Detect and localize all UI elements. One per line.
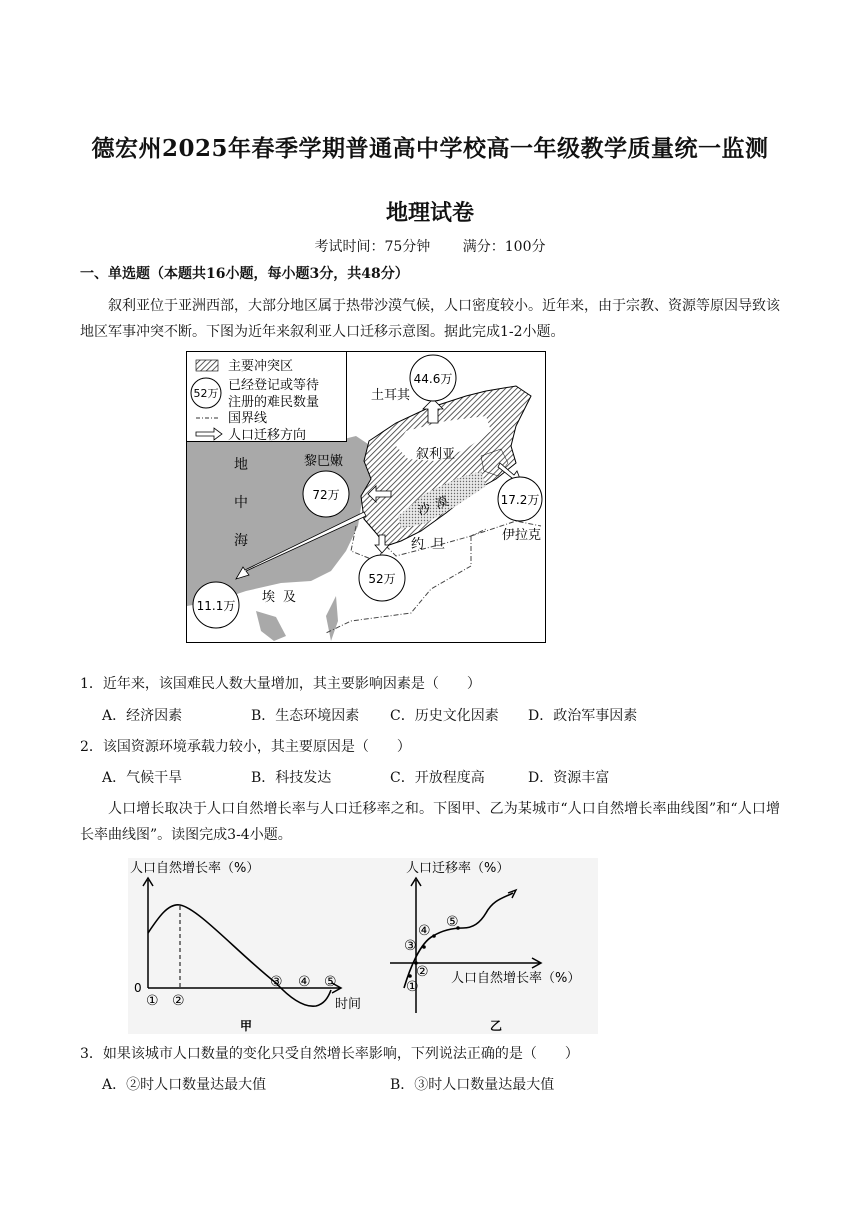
q1-option-b[interactable]: B．生态环境因素	[251, 708, 360, 724]
label-desert: 沙漠	[415, 491, 457, 520]
label-turkey: 土耳其	[371, 388, 411, 403]
label-sea-2: 中	[234, 495, 248, 511]
legend-sample-value: 52万	[193, 387, 219, 400]
q3-option-a[interactable]: A．②时人口数量达最大值	[102, 1077, 267, 1093]
value-turkey: 44.6万	[413, 372, 453, 386]
yi-point-3: ③	[404, 938, 417, 954]
legend-refugees-1: 已经登记或等待	[228, 378, 320, 393]
yi-point-2: ②	[416, 964, 429, 980]
yi-point-1: ①	[406, 979, 419, 995]
q1-option-a[interactable]: A．经济因素	[102, 708, 183, 724]
label-jordan: 约旦	[411, 537, 454, 552]
yi-xlabel: 人口自然增长率（%）	[451, 971, 581, 986]
yi-point-5: ⑤	[446, 914, 459, 930]
section-heading: 一、单选题（本题共16小题，每小题3分，共48分）	[80, 266, 409, 282]
q3-option-b[interactable]: B．③时人口数量达最大值	[390, 1077, 555, 1093]
passage-1: 叙利亚位于亚洲西部，大部分地区属于热带沙漠气候，人口密度较小。近年来，由于宗教、资源等原因导致该地区军事冲突不断。下图为近年来叙利亚人口迁移示意图。据此完成1-2小题。	[80, 298, 780, 340]
jia-ylabel: 人口自然增长率（%）	[130, 861, 260, 876]
label-sea-3: 海	[234, 533, 248, 549]
jia-caption: 甲	[240, 1019, 253, 1033]
label-iraq: 伊拉克	[502, 528, 542, 543]
value-egypt: 11.1万	[196, 599, 236, 613]
jia-point-4: ④	[298, 974, 311, 990]
question-1-stem: 1．近年来，该国难民人数大量增加，其主要影响因素是（ ）	[80, 676, 481, 692]
exam-meta	[0, 236, 860, 256]
question-2-stem: 2．该国资源环境承载力较小，其主要原因是（ ）	[80, 739, 411, 755]
passage-2: 人口增长取决于人口自然增长率与人口迁移率之和。下图甲、乙为某城市“人口自然增长率曲线图”和“人口增长率曲线图”。读图完成3-4小题。	[80, 801, 780, 843]
label-syria: 叙利亚	[416, 447, 456, 462]
jia-point-1: ①	[146, 993, 159, 1009]
full-score: 满分：100分	[462, 239, 546, 255]
label-lebanon: 黎巴嫩	[304, 454, 344, 469]
value-iraq: 17.2万	[500, 493, 540, 507]
yi-caption: 乙	[490, 1019, 503, 1033]
jia-origin: 0	[134, 981, 142, 995]
label-sea-1: 地	[234, 457, 248, 473]
q2-option-b[interactable]: B．科技发达	[251, 770, 332, 786]
population-growth-graphs	[128, 858, 598, 1034]
label-egypt: 埃及	[262, 590, 305, 605]
jia-xlabel: 时间	[335, 997, 362, 1012]
q2-option-d[interactable]: D．资源丰富	[528, 770, 610, 786]
exam-title: 德宏州2025年春季学期普通高中学校高一年级教学质量统一监测	[91, 135, 769, 162]
legend-refugees-2: 注册的难民数量	[228, 395, 320, 410]
exam-time: 考试时间：75分钟	[314, 239, 431, 255]
yi-point-4: ④	[418, 923, 431, 939]
q2-option-a[interactable]: A．气候干旱	[102, 770, 183, 786]
subject-title: 地理试卷	[385, 200, 474, 226]
jia-point-3: ③	[270, 974, 283, 990]
q1-option-c[interactable]: C．历史文化因素	[390, 708, 499, 724]
q2-option-c[interactable]: C．开放程度高	[390, 770, 485, 786]
legend-migration: 人口迁移方向	[228, 428, 307, 443]
legend-conflict: 主要冲突区	[228, 359, 294, 374]
value-jordan: 52万	[368, 572, 396, 586]
jia-point-5: ⑤	[324, 974, 337, 990]
jia-point-2: ②	[172, 993, 185, 1009]
q1-option-d[interactable]: D．政治军事因素	[528, 708, 638, 724]
yi-ylabel: 人口迁移率（%）	[406, 861, 510, 876]
syria-migration-map	[186, 351, 546, 643]
legend-border: 国界线	[228, 411, 268, 426]
value-lebanon: 72万	[312, 488, 340, 502]
question-3-stem: 3．如果该城市人口数量的变化只受自然增长率影响，下列说法正确的是（ ）	[80, 1046, 579, 1062]
